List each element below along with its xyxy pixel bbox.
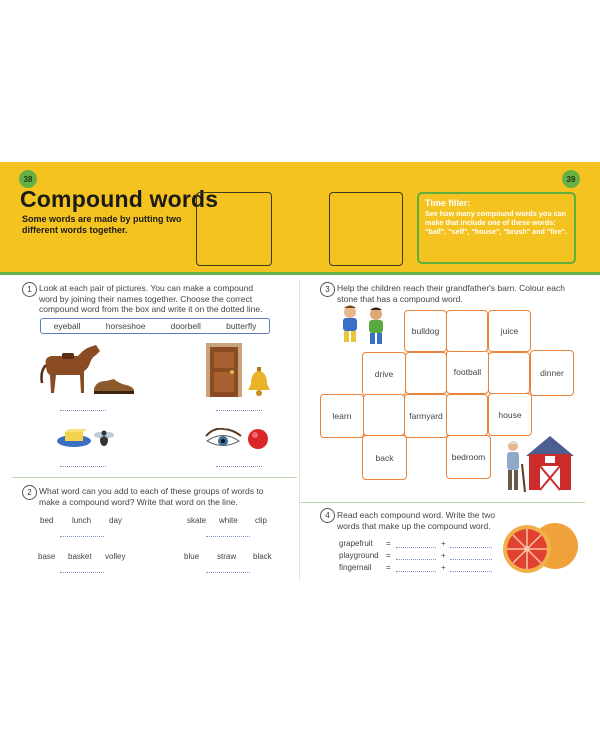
answer-line[interactable] bbox=[60, 466, 106, 467]
answer-line[interactable] bbox=[450, 559, 492, 560]
group-word: bed bbox=[40, 516, 54, 525]
page-number-left: 38 bbox=[19, 170, 37, 188]
children-icon bbox=[336, 304, 392, 348]
page-subtitle: Some words are made by putting two different words together. bbox=[22, 214, 182, 235]
question-2-text: What word can you add to each of these groups of words to make a compound word? Write that word on the line. bbox=[39, 486, 264, 507]
answer-line[interactable] bbox=[216, 466, 262, 467]
door-icon bbox=[205, 342, 243, 398]
blank-box-left bbox=[196, 192, 272, 266]
ball-icon bbox=[247, 428, 269, 450]
stone[interactable]: back bbox=[362, 435, 407, 480]
stone[interactable]: dinner bbox=[530, 350, 574, 396]
word-option: butterfly bbox=[226, 321, 257, 331]
stone[interactable] bbox=[446, 394, 488, 436]
question-3-text: Help the children reach their grandfather's barn. Colour each stone that has a compound word. bbox=[337, 283, 565, 304]
question-2-number: 2 bbox=[22, 485, 37, 500]
page-title: Compound words bbox=[20, 186, 219, 212]
question-1-text: Look at each pair of pictures. You can make a compound word by joining their names together. Choose the correct compound word from the box and write it on the dotted line. bbox=[39, 283, 263, 314]
stone[interactable] bbox=[446, 310, 488, 352]
answer-line[interactable] bbox=[450, 571, 492, 572]
group-word: day bbox=[109, 516, 122, 525]
time-filler-text: See how many compound words you can make that include one of these words: "ball", "self", "house", "brush" and "fire". bbox=[425, 209, 567, 236]
column-divider bbox=[299, 280, 300, 580]
answer-line[interactable] bbox=[60, 536, 104, 537]
plus-sign: + bbox=[441, 563, 446, 572]
blank-box-right bbox=[329, 192, 403, 266]
word-option: doorbell bbox=[170, 321, 201, 331]
compound-word: grapefruit bbox=[339, 539, 373, 548]
stone[interactable]: learn bbox=[320, 394, 364, 438]
group-word: clip bbox=[255, 516, 268, 525]
stone[interactable]: drive bbox=[362, 352, 406, 396]
answer-line[interactable] bbox=[396, 559, 436, 560]
plus-sign: + bbox=[441, 551, 446, 560]
group-word: blue bbox=[184, 552, 200, 561]
section-divider bbox=[300, 502, 585, 503]
answer-line[interactable] bbox=[216, 410, 262, 411]
fly-icon bbox=[93, 428, 115, 448]
word-option: eyeball bbox=[53, 321, 81, 331]
group-word: base bbox=[38, 552, 56, 561]
grapefruit-icon bbox=[500, 522, 580, 574]
word-box bbox=[40, 318, 270, 334]
answer-line[interactable] bbox=[60, 410, 106, 411]
answer-line[interactable] bbox=[206, 572, 250, 573]
header-divider bbox=[0, 272, 600, 275]
question-4-text: Read each compound word. Write the two words that make up the compound word. bbox=[337, 510, 496, 531]
stone[interactable]: football bbox=[446, 350, 489, 394]
group-word: black bbox=[253, 552, 272, 561]
stone[interactable]: house bbox=[488, 393, 532, 436]
answer-line[interactable] bbox=[60, 572, 104, 573]
barn-icon bbox=[524, 434, 576, 492]
stone[interactable] bbox=[363, 394, 405, 436]
section-divider bbox=[12, 477, 297, 478]
compound-word: fingernail bbox=[339, 563, 372, 572]
butter-icon bbox=[56, 427, 92, 449]
shoe-icon bbox=[92, 375, 136, 395]
equals-sign: = bbox=[386, 563, 391, 572]
equals-sign: = bbox=[386, 551, 391, 560]
question-3-number: 3 bbox=[320, 282, 335, 297]
group-word: basket bbox=[68, 552, 92, 561]
answer-line[interactable] bbox=[206, 536, 250, 537]
page-number-right: 39 bbox=[562, 170, 580, 188]
bell-icon bbox=[246, 366, 272, 398]
question-1-number: 1 bbox=[22, 282, 37, 297]
eye-icon bbox=[204, 428, 242, 448]
word-option: horseshoe bbox=[105, 321, 146, 331]
stone[interactable]: juice bbox=[488, 310, 531, 352]
stone[interactable] bbox=[488, 352, 530, 394]
group-word: straw bbox=[217, 552, 237, 561]
stone[interactable]: bedroom bbox=[446, 435, 491, 479]
stone[interactable]: farmyard bbox=[404, 394, 448, 438]
answer-line[interactable] bbox=[450, 547, 492, 548]
question-4-number: 4 bbox=[320, 508, 335, 523]
group-word: lunch bbox=[72, 516, 92, 525]
stone[interactable]: bulldog bbox=[404, 310, 447, 352]
answer-line[interactable] bbox=[396, 547, 436, 548]
group-word: volley bbox=[105, 552, 126, 561]
answer-line[interactable] bbox=[396, 571, 436, 572]
compound-word: playground bbox=[339, 551, 379, 560]
time-filler-box bbox=[417, 192, 576, 264]
group-word: white bbox=[219, 516, 238, 525]
time-filler-heading: Time filler: bbox=[425, 198, 471, 208]
equals-sign: = bbox=[386, 539, 391, 548]
group-word: skate bbox=[187, 516, 207, 525]
plus-sign: + bbox=[441, 539, 446, 548]
stone[interactable] bbox=[405, 352, 447, 394]
